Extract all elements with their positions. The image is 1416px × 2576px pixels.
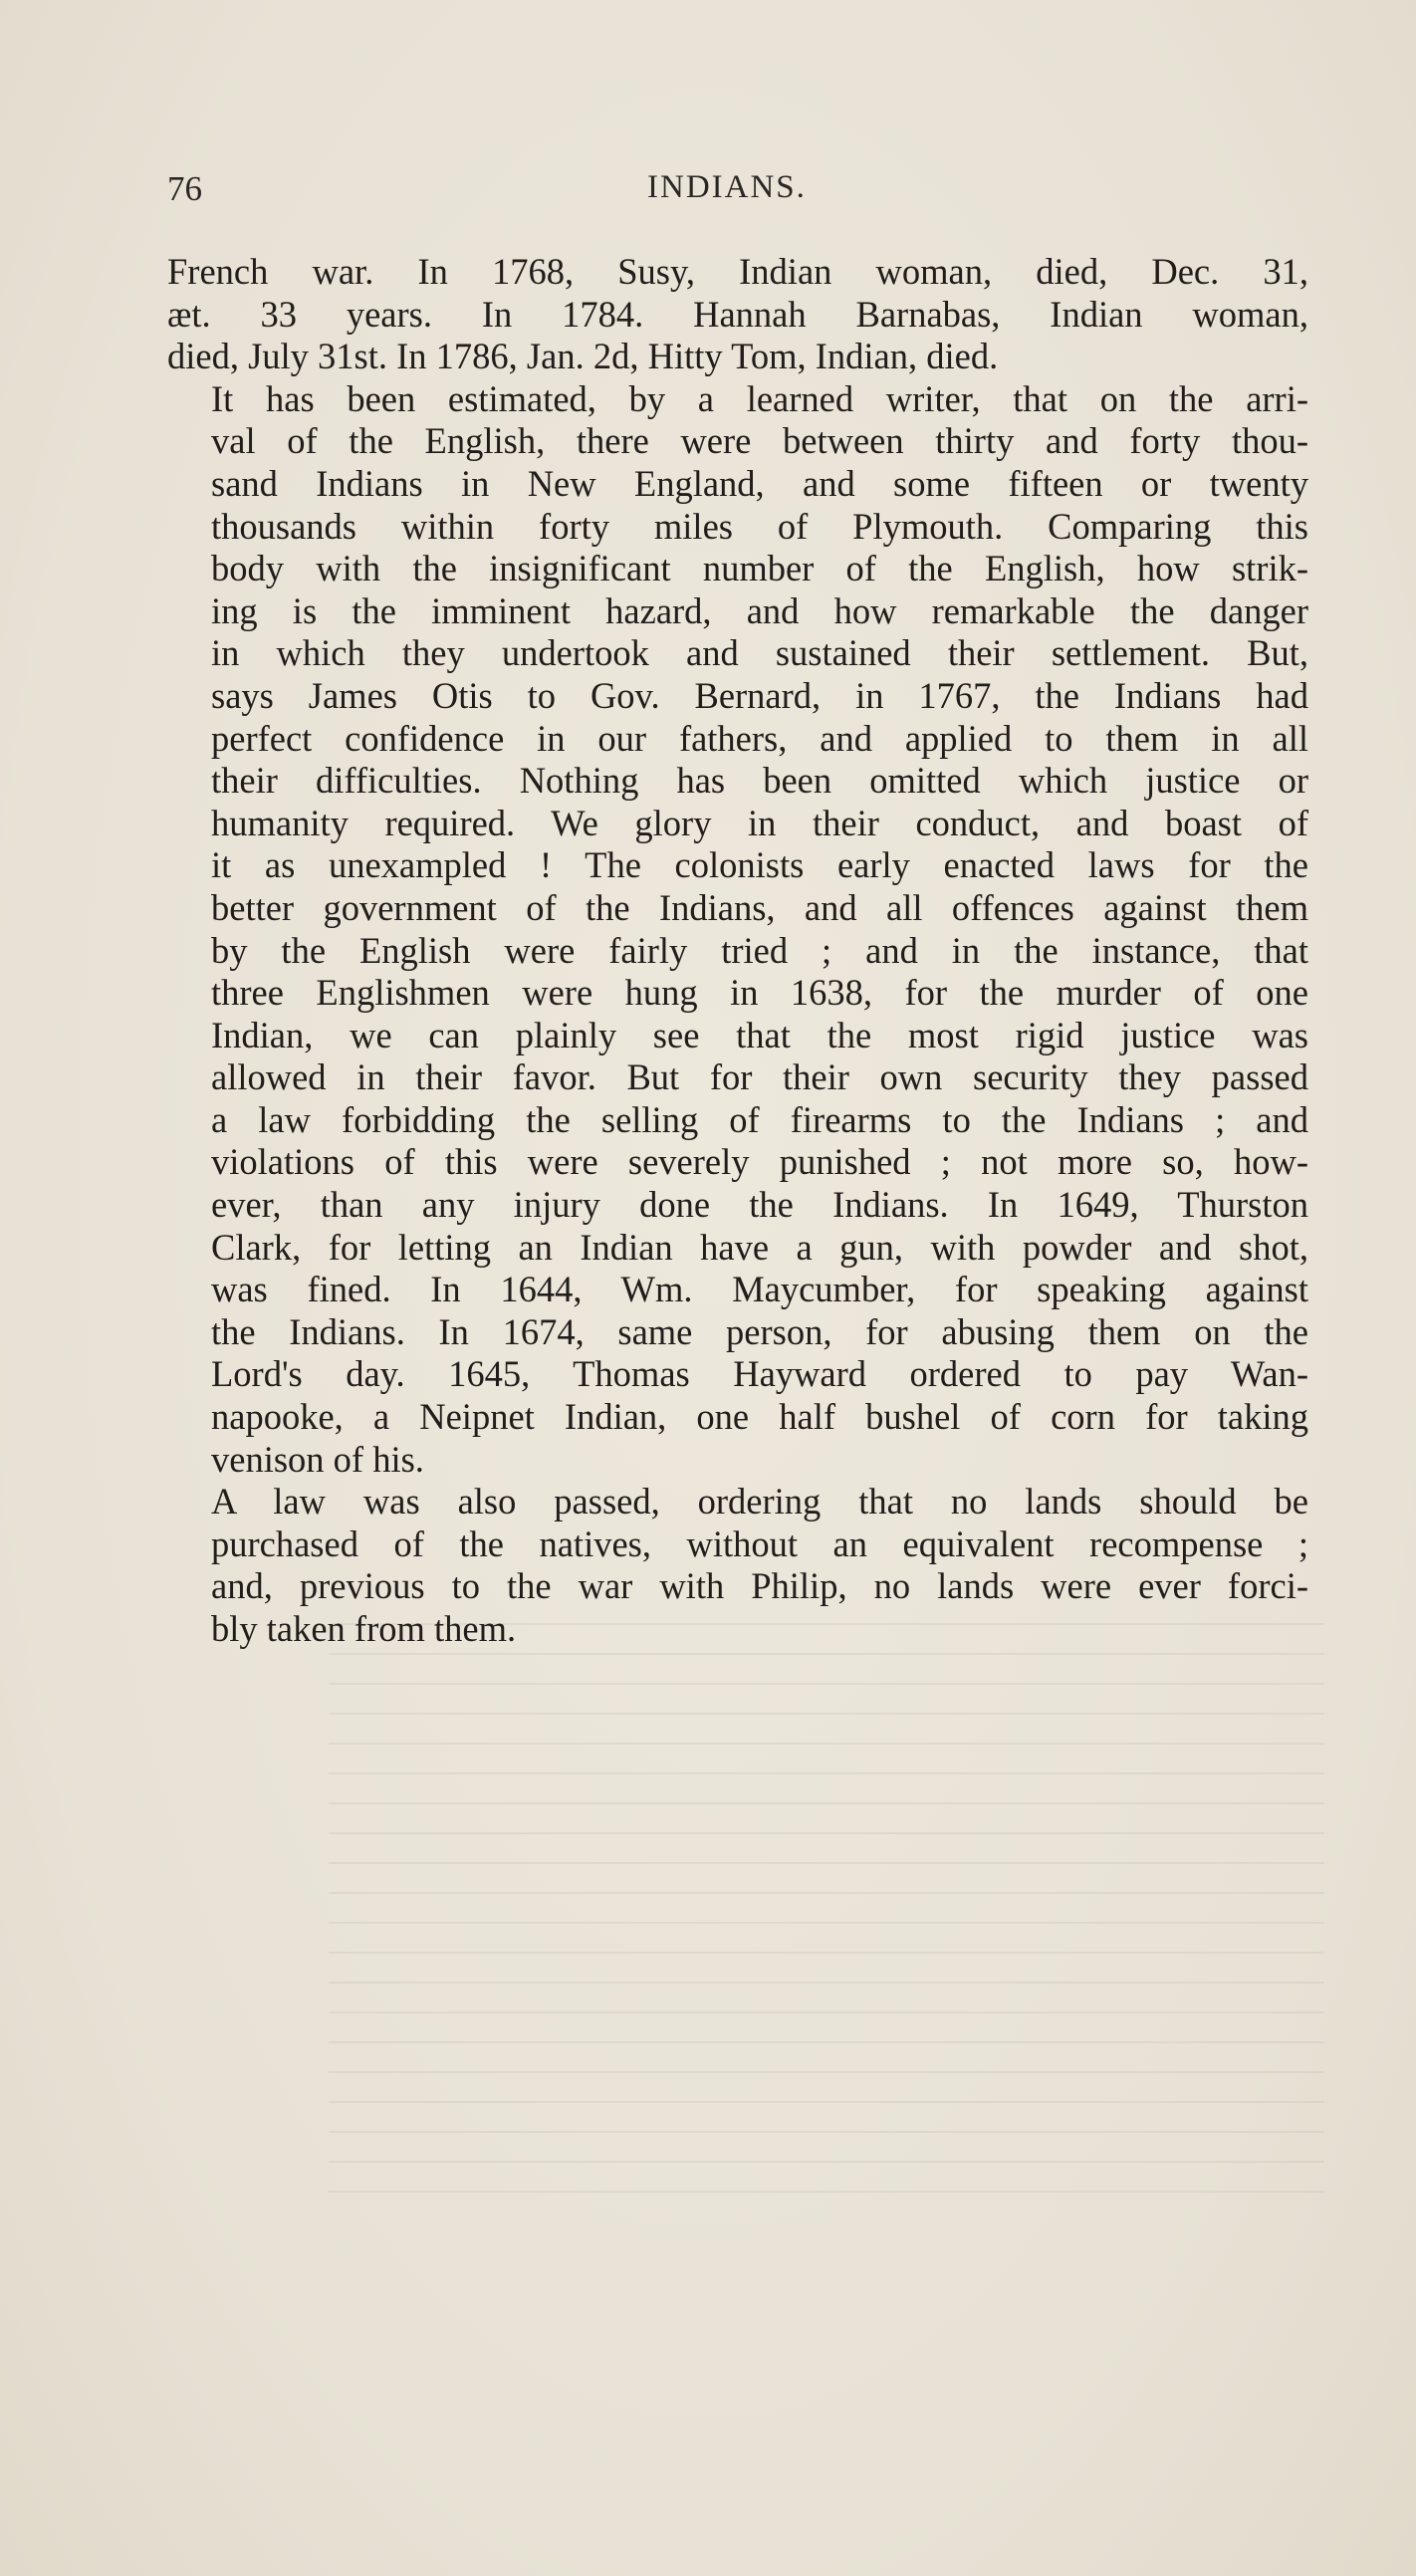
text-line: bly taken from them. <box>211 1608 517 1649</box>
text-line: and, previous to the war with Philip, no lands were ever forci- <box>211 1565 1308 1607</box>
text-line: violations of this were severely punished ; not more so, how- <box>211 1141 1308 1183</box>
text-line: Indian, we can plainly see that the most rigid justice was <box>211 1014 1308 1055</box>
paragraph-1 <box>167 251 1308 378</box>
text-line: body with the insignificant number of the English, how strik- <box>211 548 1308 589</box>
show-through-from-reverse-page <box>329 1623 1324 2221</box>
paragraph-2 <box>167 378 1308 1481</box>
text-line: died, July 31st. In 1786, Jan. 2d, Hitty Tom, Indian, died. <box>167 336 999 377</box>
text-line: Clark, for letting an Indian have a gun, with powder and shot, <box>211 1226 1308 1268</box>
text-line: napooke, a Neipnet Indian, one half bushel of corn for taking <box>211 1396 1308 1438</box>
text-line: allowed in their favor. But for their own security they passed <box>211 1056 1308 1098</box>
text-line: three Englishmen were hung in 1638, for the murder of one <box>211 972 1308 1014</box>
text-line: ever, than any injury done the Indians. In 1649, Thurston <box>211 1184 1308 1226</box>
text-line: humanity required. We glory in their conduct, and boast of <box>211 802 1308 843</box>
text-line: French war. In 1768, Susy, Indian woman, died, Dec. 31, <box>167 251 1308 292</box>
text-line: It has been estimated, by a learned writer, that on the arri- <box>211 377 1308 419</box>
text-line: the Indians. In 1674, same person, for abusing them on the <box>211 1310 1308 1352</box>
text-line: Lord's day. 1645, Thomas Hayward ordered to pay Wan- <box>211 1353 1308 1395</box>
text-line: by the English were fairly tried ; and in the instance, that <box>211 929 1308 971</box>
text-line: A law was also passed, ordering that no lands should be <box>211 1481 1308 1522</box>
text-line: it as unexampled ! The colonists early enacted laws for the <box>211 844 1308 886</box>
page-number: 76 <box>167 169 202 208</box>
text-line: their difficulties. Nothing has been omitted which justice or <box>211 760 1308 802</box>
text-line: a law forbidding the selling of firearms to the Indians ; and <box>211 1098 1308 1140</box>
text-line: æt. 33 years. In 1784. Hannah Barnabas, Indian woman, <box>167 293 1308 335</box>
text-line: says James Otis to Gov. Bernard, in 1767, the Indians had <box>211 674 1308 716</box>
text-line: ing is the imminent hazard, and how remarkable the danger <box>211 589 1308 631</box>
text-line: perfect confidence in our fathers, and applied to them in all <box>211 717 1308 759</box>
text-line: venison of his. <box>211 1438 424 1480</box>
text-line: better government of the Indians, and all offences against them <box>211 886 1308 928</box>
page-header <box>167 169 1312 213</box>
body-text <box>167 251 1308 1651</box>
paragraph-3 <box>167 1481 1308 1650</box>
text-line: thousands within forty miles of Plymouth. Comparing this <box>211 505 1308 547</box>
running-head: INDIANS. <box>647 169 807 205</box>
text-line: purchased of the natives, without an equivalent recompense ; <box>211 1522 1308 1564</box>
text-line: sand Indians in New England, and some fifteen or twenty <box>211 462 1308 504</box>
text-line: in which they undertook and sustained their settlement. But, <box>211 632 1308 674</box>
text-line: was fined. In 1644, Wm. Maycumber, for speaking against <box>211 1269 1308 1310</box>
text-line: val of the English, there were between thirty and forty thou- <box>211 420 1308 462</box>
